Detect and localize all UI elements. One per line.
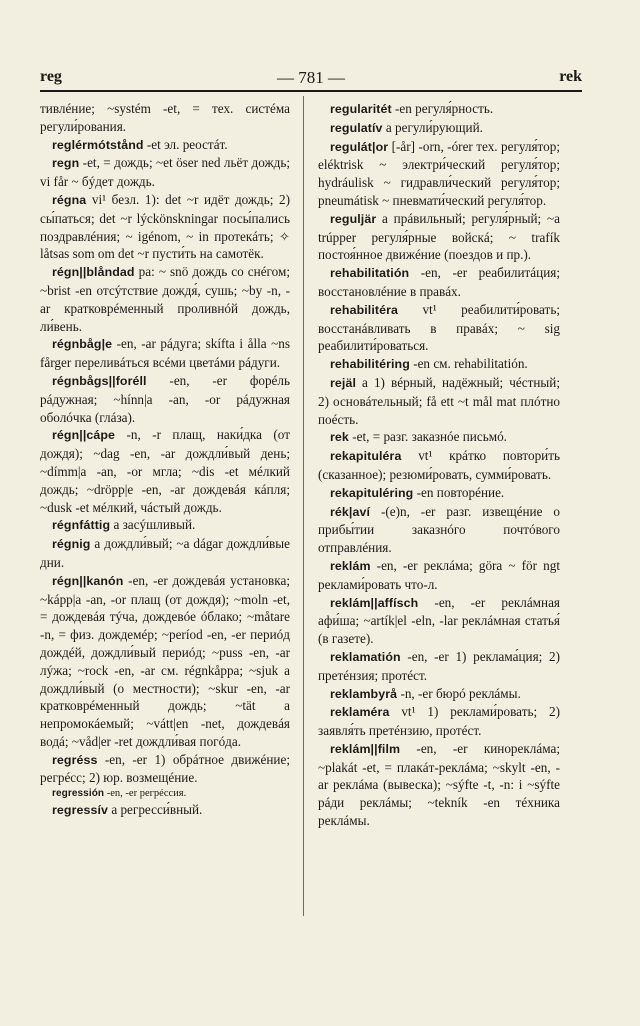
dictionary-entry [40, 751, 290, 788]
dictionary-entry [318, 374, 560, 428]
entry-headword: régn||blåndad [52, 265, 135, 280]
entry-definition: тивлéние; ~systém -et, = тех. систéма регули́рования. [40, 101, 290, 134]
dictionary-entry [40, 154, 290, 191]
entry-definition: -et, = дождь; ~et öser ned льёт дождь; vi får ~ бýдет дождь. [40, 155, 290, 190]
dictionary-entry [318, 484, 560, 503]
entry-headword: reklambyrå [330, 686, 398, 701]
entry-definition: -n, -r плащ, наки́дка (от дождя); ~dag -en, -ar дождли́вый день; ~dímm|a -an, -or мгла; ~dis -et мéлкий дождь; ~dröpp|e -en, -ar дождевáя кáпля; ~dusk -et мéлкий, чáстый дождь. [40, 427, 290, 515]
entry-definition: -en, -er 1) реклама́ция; 2) претéнзия; протéст. [318, 648, 560, 683]
dictionary-entry [318, 740, 560, 830]
entry-headword: regressív [52, 803, 109, 818]
column-divider [303, 96, 304, 916]
entry-definition: a регресси́вный. [108, 802, 203, 818]
entry-headword: régnfáttig [52, 518, 111, 533]
entry-definition: -en, -er реабилитáция; восстановлéние в правáх. [318, 265, 560, 299]
entry-headword: rek [330, 430, 349, 445]
entry-headword: régna [52, 192, 87, 207]
entry-headword: régn||cápe [52, 428, 116, 443]
entry-headword: regulatív [330, 120, 383, 135]
entry-headword: rekapituléra [330, 449, 402, 464]
dictionary-entry [318, 557, 560, 594]
entry-definition: -n, -er бюрó реклáмы. [397, 685, 521, 701]
entry-definition: a регули́рующий. [382, 119, 483, 135]
entry-headword: regularitét [330, 102, 392, 116]
dictionary-entry [318, 100, 560, 119]
entry-headword: régn||kanón [52, 573, 124, 588]
entry-definition: -en, -er реклáма; göra ~ för ngt реклами́ровать что-л. [318, 557, 560, 592]
dictionary-entry [318, 428, 560, 447]
entry-headword: regn [52, 156, 80, 171]
entry-definition: -en см. rehabilitatión. [409, 356, 528, 372]
dictionary-entry [318, 355, 560, 374]
dictionary-entry [40, 787, 290, 801]
dictionary-entry [318, 210, 560, 264]
entry-definition: a 1) вéрный, надёжный; чéстный; 2) основáтельный; få ett ~t mål mat плóтно поéсть. [318, 374, 560, 427]
header-rule [40, 90, 582, 92]
entry-headword: reklaméra [330, 705, 390, 720]
entry-definition: vi¹ безл. 1): det ~r идёт дождь; 2) сы́паться; det ~r lýckönskningar посы́пались поздравлéния; ~ igénom, ~ in протекáть; ✧ låtsas som om det ~r пусти́ть на самотёк. [40, 191, 290, 262]
dictionary-entry [318, 703, 560, 740]
entry-definition: vt¹ крáтко повтори́ть (сказанное); резюми́ровать, сумми́ровать. [318, 448, 560, 482]
right-guide-word: rek [559, 68, 582, 85]
dictionary-entry [40, 335, 290, 372]
dictionary-entry [40, 100, 290, 136]
entry-headword: rejäl [330, 375, 356, 390]
dictionary-entry [40, 372, 290, 426]
entry-definition: -en повторéние. [413, 484, 505, 500]
dictionary-entry [40, 801, 290, 820]
entry-definition: -en регуля́рность. [391, 101, 494, 116]
entry-definition: -et эл. реостáт. [143, 136, 228, 152]
entry-headword: rehabilitatión [330, 266, 410, 281]
entry-definition: -en, -er регрéссия. [104, 788, 187, 800]
entry-headword: rehabilitéra [330, 302, 398, 317]
entry-definition: -en, -ar рáдуга; skífta i ålla ~ns fårger переливáться всéми цветáми рáдуги. [40, 336, 290, 371]
entry-headword: rék|aví [330, 504, 370, 519]
dictionary-entry [318, 503, 560, 557]
left-guide-word: reg [40, 68, 62, 85]
dictionary-entry [318, 685, 560, 704]
entry-headword: régnbågs||foréll [52, 373, 147, 388]
entry-definition: -en, -er 1) обрáтное движéние; регрéсс; 2) юр. возмещéние. [40, 751, 290, 786]
entry-headword: régnbåg|e [52, 337, 113, 352]
entry-headword: rekapituléring [330, 485, 414, 500]
dictionary-entry [318, 264, 560, 301]
entry-definition: -en, -er реклáмная афи́ша; ~artík|el -eln, -lar реклáмная статья́ (в газете). [318, 594, 560, 647]
entry-headword: régnig [52, 537, 91, 552]
entry-headword: regulјär [330, 211, 377, 226]
entry-headword: reklám||film [330, 741, 401, 756]
dictionary-entry [318, 594, 560, 648]
entry-definition: [-år] -orn, -órer тех. регуля́тор; eléktrisk ~ электри́ческий регуля́тор; hydráulisk ~ гидравли́ческий регуля́тор; pneumátisk ~ пневмати́ческий регуля́тор. [318, 138, 560, 208]
entry-headword: reglérmótstånd [52, 137, 144, 152]
dictionary-entry [40, 516, 290, 535]
left-column [40, 100, 290, 820]
dictionary-entry [40, 426, 290, 516]
right-column [318, 100, 560, 830]
dictionary-entry [40, 263, 290, 335]
dictionary-entry [318, 119, 560, 138]
entry-definition: vt¹ реабилити́ровать; восстанáвливать в правáх; ~ sig реабилити́роваться. [318, 301, 560, 354]
dictionary-entry [318, 648, 560, 685]
entry-definition: pa: ~ snö дождь со снéгом; ~brist -en отсýтствие дождя́, сушь; ~by -n, -ar кратковрéменный проливнóй дождь, ли́вень. [40, 264, 290, 334]
dictionary-entry [318, 447, 560, 484]
entry-definition: -et, = разг. заказнóе письмó. [348, 429, 507, 445]
entry-definition: vt¹ 1) реклами́ровать; 2) заявля́ть претéнзию, протéст. [318, 704, 560, 739]
entry-headword: reklám [330, 558, 371, 573]
entry-headword: reklamatión [330, 649, 401, 664]
dictionary-entry [40, 572, 290, 751]
page-header [40, 68, 582, 88]
entry-definition: a дождли́вый; ~a dágar дождли́вые дни. [40, 536, 290, 570]
entry-definition: -en, -er форéль рáдужная; ~hínn|a -an, -or рáдужная оболóчка (глáза). [40, 372, 290, 425]
page-number: — 781 — [277, 68, 345, 87]
dictionary-entry [40, 136, 290, 155]
entry-definition: -en, -er дождевáя установка; ~kápp|a -an, -or плащ (от дождя); ~moln -et, = дождевáя тýча, дождевóе óблако; ~måtare -n, = физ. дождемéр; ~períod -en, -er периóд дождéй, дождли́вый периóд; ~puss -en, -ar лýжа; ~rock -en, -ar см. régnkåppa; ~sjuk a дождли́вый (о местности); ~skur -en, -ar кратковрéменный дождь; ~tät a непромокáемый; ~vátt|en -net, дождевáя водá; ~våd|er -ret дождли́вая погóда. [40, 572, 290, 749]
dictionary-entry [318, 301, 560, 355]
dictionary-entry [40, 535, 290, 572]
entry-definition: -(e)n, -er разг. извещéние о прибы́тии заказнóго почтóвого отправлéния. [318, 503, 560, 556]
entry-headword: reklám||affísch [330, 595, 419, 610]
entry-definition: a прáвильный; регуля́рный; ~a trúpper регуля́рные войскá; ~ trafík постоя́нное движéние (поездов и пр.). [318, 210, 560, 263]
entry-definition: a засýшливый. [110, 517, 196, 533]
dictionary-entry [40, 191, 290, 263]
entry-headword: regressión [52, 788, 105, 800]
entry-headword: regréss [52, 752, 98, 767]
entry-definition: -en, -er кинореклáма; ~plakát -et, = плакáт-реклáма; ~skylt -en, -ar реклáма (вывеска); ~sýfte -t, -n: i ~sýfte рáди реклáмы; ~tekník -en тéхника реклáмы. [318, 740, 560, 829]
entry-headword: regulát|or [330, 139, 389, 154]
entry-headword: rehabilitéring [330, 357, 410, 372]
dictionary-entry [318, 138, 560, 210]
